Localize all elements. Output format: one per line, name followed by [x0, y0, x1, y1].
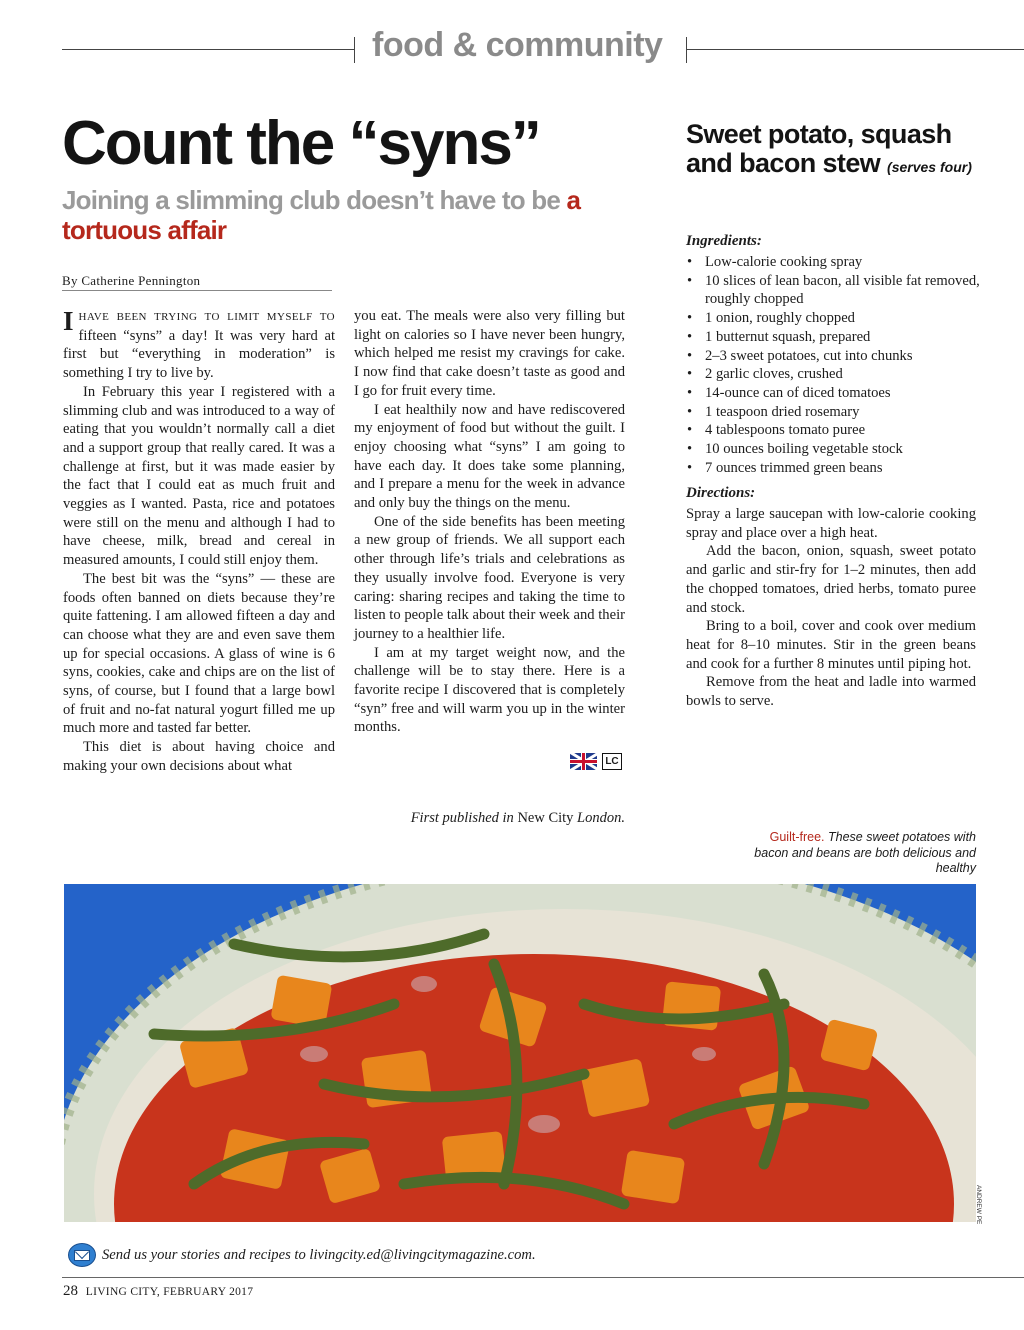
deck-highlight: a tortuous affair: [62, 185, 581, 245]
article-column-2: [354, 307, 625, 737]
section-rule-right: [687, 49, 1024, 50]
ingredient-item: • 2 garlic cloves, crushed: [686, 365, 981, 384]
body-paragraph: I eat healthily now and have rediscovered my enjoyment of food but without the guilt. I enjoy choosing what “syns” I am going to have each day. It does take some planning, and I prepare a menu for the week in advance and only buy the things on the menu.: [354, 401, 625, 512]
page-number: 28: [63, 1283, 78, 1299]
body-paragraph: you eat. The meals were also very filling but light on calories so I have never been hungry, which helped me resist my cravings for cake. I now find that cake doesn’t taste as good and I go for fruit every time.: [354, 308, 625, 399]
direction-step: Bring to a boil, cover and cook over medium heat for 8–10 minutes. Stir in the green beans and cook for a further 8 minutes until piping hot.: [686, 618, 976, 672]
ingredient-item: • 7 ounces trimmed green beans: [686, 459, 981, 478]
lede-paragraph: [63, 307, 335, 383]
byline: By Catherine Pennington: [62, 273, 201, 288]
lc-logo-icon: LC: [602, 753, 622, 770]
body-paragraph: One of the side benefits has been meeting a new group of friends. We all support each other through life’s trials and celebrations as they usually involve food. Everyone is very caring: sharing recipes and taking the time to listen to people talk about their week and their journey to a healthier life.: [354, 513, 625, 642]
ingredient-item: • 2–3 sweet potatoes, cut into chunks: [686, 347, 981, 366]
lede-text: fifteen “syns” a day! It was very hard at first but “everything in moderation” is something I try to live by.: [63, 327, 335, 382]
source-publication: New City: [517, 810, 574, 826]
lede-caps: HAVE BEEN TRYING TO LIMIT MYSELF TO: [78, 311, 335, 323]
footer-rule: [62, 1277, 1024, 1278]
deck: [62, 185, 582, 245]
end-icons: [570, 753, 622, 770]
recipe-title: [686, 120, 986, 181]
contact-text[interactable]: Send us your stories and recipes to livingcity.ed@livingcitymagazine.com.: [102, 1246, 536, 1263]
body-paragraph: This diet is about having choice and making your own decisions about what: [63, 739, 335, 774]
stew-photo: [64, 884, 976, 1222]
section-label: food & community: [372, 26, 663, 64]
body-paragraph: I am at my target weight now, and the challenge will be to stay there. Here is a favorite recipe I discovered that is completely “syn” free and will warm you up in the winter months.: [354, 644, 625, 736]
ingredient-item: • 10 slices of lean bacon, all visible fat removed, roughly chopped: [686, 272, 981, 309]
ingredient-item: • 10 ounces boiling vegetable stock: [686, 440, 981, 459]
direction-step: Spray a large saucepan with low-calorie cooking spray and place over a high heat.: [686, 506, 976, 541]
ingredients-list: [686, 253, 981, 477]
stew-photo-illustration: [64, 884, 976, 1222]
magazine-issue: LIVING CITY, FEBRUARY 2017: [85, 1286, 254, 1298]
source-city: London.: [577, 810, 625, 826]
directions-heading: Directions:: [686, 485, 756, 501]
direction-step: Remove from the heat and ladle into warmed bowls to serve.: [686, 674, 976, 710]
folio: [63, 1283, 253, 1300]
contact-line: [68, 1243, 536, 1267]
direction-step: Add the bacon, onion, squash, sweet potato and garlic and stir-fry for 1–2 minutes, then add the chopped tomatoes, dried herbs, tomato puree and stock.: [686, 543, 976, 616]
recipe-name: Sweet potato, squash and bacon stew: [686, 119, 952, 178]
caption-text: These sweet potatoes with bacon and beans are both delicious and healthy: [754, 830, 976, 875]
source-prefix: First published in: [410, 810, 514, 826]
deck-gray: Joining a slimming club doesn’t have to be: [62, 185, 561, 215]
ingredient-item: • 1 teaspoon dried rosemary: [686, 403, 981, 422]
section-rule-left: [62, 49, 354, 50]
section-divider-left: [354, 37, 355, 63]
ingredient-item: • 1 onion, roughly chopped: [686, 309, 981, 328]
section-divider-right: [686, 37, 687, 63]
body-paragraph: In February this year I registered with a slimming club and was introduced to a way of eating that you wouldn’t normally call a diet and a support group that really cared. It was a challenge at first, but it was made easier by the fact that I could eat as much fruit and veggies as I wanted. Pasta, rice and potatoes were still on the menu and although I had to have cheese, milk, bread and cereal in measured amounts, I could still enjoy them.: [63, 383, 335, 569]
ingredients-heading: Ingredients:: [686, 233, 762, 249]
source-credit: [395, 810, 625, 827]
byline-rule: [62, 290, 332, 291]
caption-lead: Guilt-free.: [769, 830, 825, 844]
body-paragraph: The best bit was the “syns” — these are foods often banned on diets because they’re quite fattening. I am allowed fifteen a day and can choose what they are and even save them up for special occasions. A glass of wine is 6 syns, cookies, cake and chips are on the list of syns, of course, but I found that a large bowl of fruit and no-fat natural yogurt filled me up much more and tasted far better.: [63, 570, 335, 737]
article-column-1: [63, 307, 335, 776]
recipe-serves: (serves four): [887, 158, 972, 175]
ingredient-item: • 1 butternut squash, prepared: [686, 328, 981, 347]
ingredient-item: • 4 tablespoons tomato puree: [686, 421, 981, 440]
dropcap: I: [63, 306, 74, 336]
uk-flag-icon: [570, 753, 597, 770]
headline: Count the “syns”: [62, 109, 540, 178]
photo-credit: ANDREW PE: [975, 1185, 982, 1225]
ingredient-item: • 14-ounce can of diced tomatoes: [686, 384, 981, 403]
directions-text: [686, 505, 976, 711]
photo-caption: [735, 830, 976, 877]
envelope-icon[interactable]: [68, 1243, 96, 1267]
ingredient-item: • Low-calorie cooking spray: [686, 253, 981, 272]
